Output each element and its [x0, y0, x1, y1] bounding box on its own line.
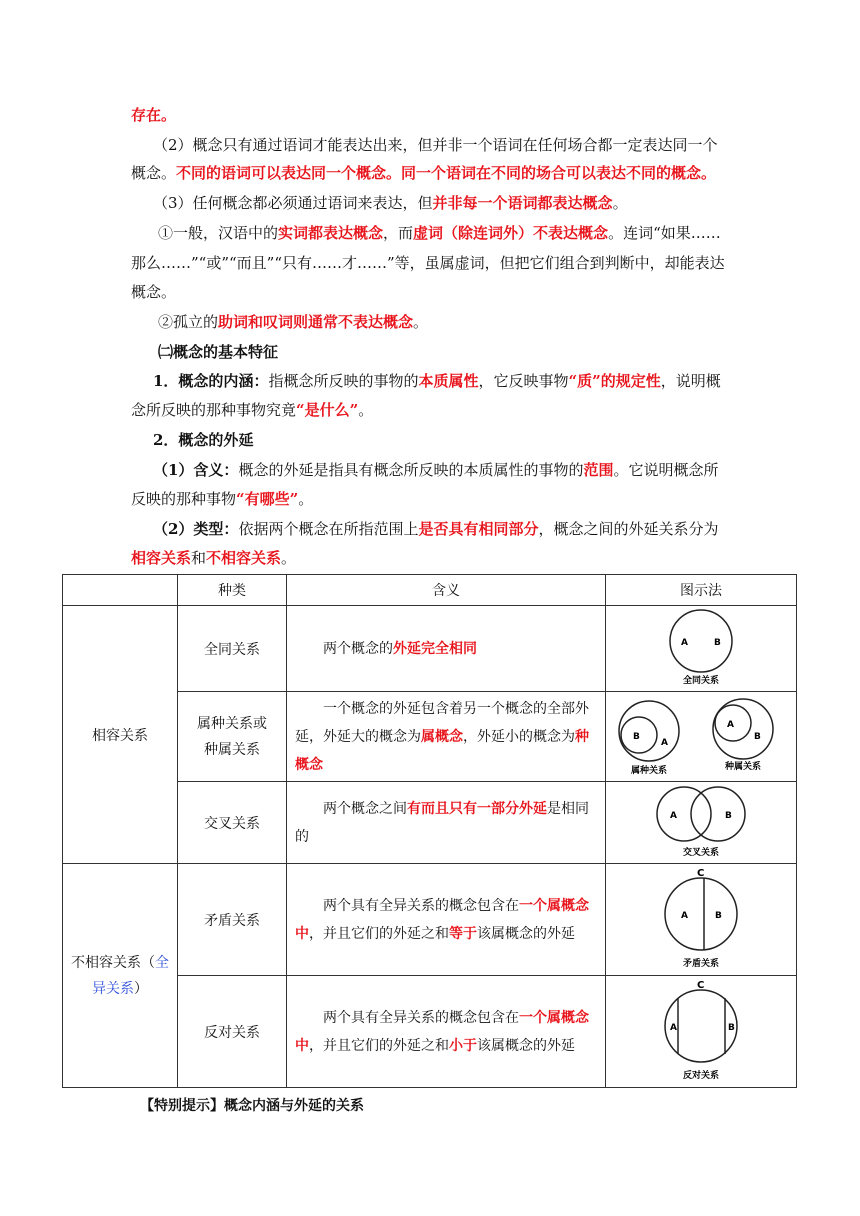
identity-caption: 全同关系 — [682, 675, 720, 686]
contrary-caption: 反对关系 — [682, 1070, 720, 1081]
para-2-cont: 概念。不同的语词可以表达同一个概念。同一个语词在不同的场合可以表达不同的概念。 — [131, 164, 717, 182]
diagram-identity — [606, 606, 797, 692]
meaning-genus-species: 一个概念的外延包含着另一个概念的全部外延，外延大的概念为属概念，外延小的概念为种概念 — [287, 692, 606, 782]
intension-cont: 念所反映的那种事物究竟“是什么”。 — [131, 401, 374, 419]
header-diagram: 图示法 — [606, 575, 797, 606]
contrary-label-b: B — [728, 1022, 735, 1033]
type-intersect: 交叉关系 — [178, 782, 287, 864]
type-genus-species: 属种关系或 种属关系 — [178, 692, 287, 782]
para-2: （2）概念只有通过语词才能表达出来，但并非一个语词在任何场合都一定表达同一个 — [153, 136, 718, 154]
type-contradict: 矛盾关系 — [178, 864, 287, 976]
extension-table — [62, 574, 797, 1088]
identity-label-a: A — [681, 637, 688, 648]
incompat-label: 不相容关系（全 异关系） — [63, 864, 178, 1088]
contradict-caption: 矛盾关系 — [682, 958, 720, 969]
intersect-label-b: B — [725, 810, 732, 821]
extension-heading: 2．概念的外延 — [153, 431, 254, 449]
contradict-label-b: B — [715, 910, 722, 921]
diagram-contradict — [606, 864, 797, 976]
para-continuation: 存在。 — [131, 106, 177, 124]
contradict-circle — [665, 878, 737, 950]
meaning-cont: 反映的那种事物“有哪些”。 — [131, 490, 314, 508]
para-3: （3）任何概念都必须通过语词来表达，但并非每一个语词都表达概念。 — [153, 194, 628, 212]
intersect-caption: 交叉关系 — [682, 847, 720, 858]
special-tip: 【特别提示】概念内涵与外延的关系 — [140, 1098, 364, 1114]
section-title: ㈡概念的基本特征 — [158, 343, 279, 361]
type-contrary: 反对关系 — [178, 976, 287, 1088]
meaning-intersect: 两个概念之间有而且只有一部分外延是相同的 — [287, 782, 606, 864]
genus-caption: 属种关系 — [630, 765, 668, 775]
genus-label-a: A — [661, 737, 668, 748]
species-label-a: A — [727, 719, 734, 730]
species-label-b: B — [754, 731, 761, 742]
header-blank — [63, 575, 178, 606]
diagram-genus-species — [606, 692, 797, 782]
meaning-para: （1）含义：概念的外延是指具有概念所反映的本质属性的事物的范围。它说明概念所 — [153, 461, 719, 479]
intersect-circle-b — [691, 787, 745, 841]
meaning-identity: 两个概念的外延完全相同 — [287, 606, 606, 692]
contrary-label-a: A — [670, 1022, 677, 1033]
header-kind: 种类 — [178, 575, 287, 606]
genus-label-b: B — [633, 731, 640, 742]
meaning-contrary: 两个具有全异关系的概念包含在一个属概念中，并且它们的外延之和小于该属概念的外延 — [287, 976, 606, 1088]
header-meaning: 含义 — [287, 575, 606, 606]
clause-2: ②孤立的助词和叹词则通常不表达概念。 — [158, 313, 429, 331]
types-cont: 相容关系和不相容关系。 — [131, 549, 297, 567]
type-identity: 全同关系 — [178, 606, 287, 692]
types-para: （2）类型：依据两个概念在所指范围上是否具有相同部分，概念之间的外延关系分为 — [153, 520, 719, 538]
species-caption: 种属关系 — [724, 761, 762, 772]
intension-para: 1．概念的内涵：指概念所反映的事物的本质属性，它反映事物“质”的规定性，说明概 — [153, 372, 721, 390]
clause-1: ①一般，汉语中的实词都表达概念，而虚词（除连词外）不表达概念。连词“如果…… — [158, 224, 721, 242]
contrary-label-c: C — [697, 979, 705, 991]
clause-1-end: 概念。 — [131, 283, 177, 301]
contradict-label-a: A — [681, 910, 688, 921]
compat-label: 相容关系 — [63, 606, 178, 864]
intersect-label-a: A — [670, 810, 677, 821]
identity-label-b: B — [714, 637, 721, 648]
clause-1-cont: 那么……”“或”“而且”“只有……才……”等，虽属虚词，但把它们组合到判断中，却能表达 — [131, 254, 725, 272]
intersect-circle-a — [657, 787, 711, 841]
diagram-intersect — [606, 782, 797, 864]
meaning-contradict: 两个具有全异关系的概念包含在一个属概念中，并且它们的外延之和等于该属概念的外延 — [287, 864, 606, 976]
identity-circle — [670, 610, 732, 672]
diagram-contrary — [606, 976, 797, 1088]
contradict-label-c: C — [697, 867, 705, 879]
genus-outer-circle — [619, 701, 679, 761]
